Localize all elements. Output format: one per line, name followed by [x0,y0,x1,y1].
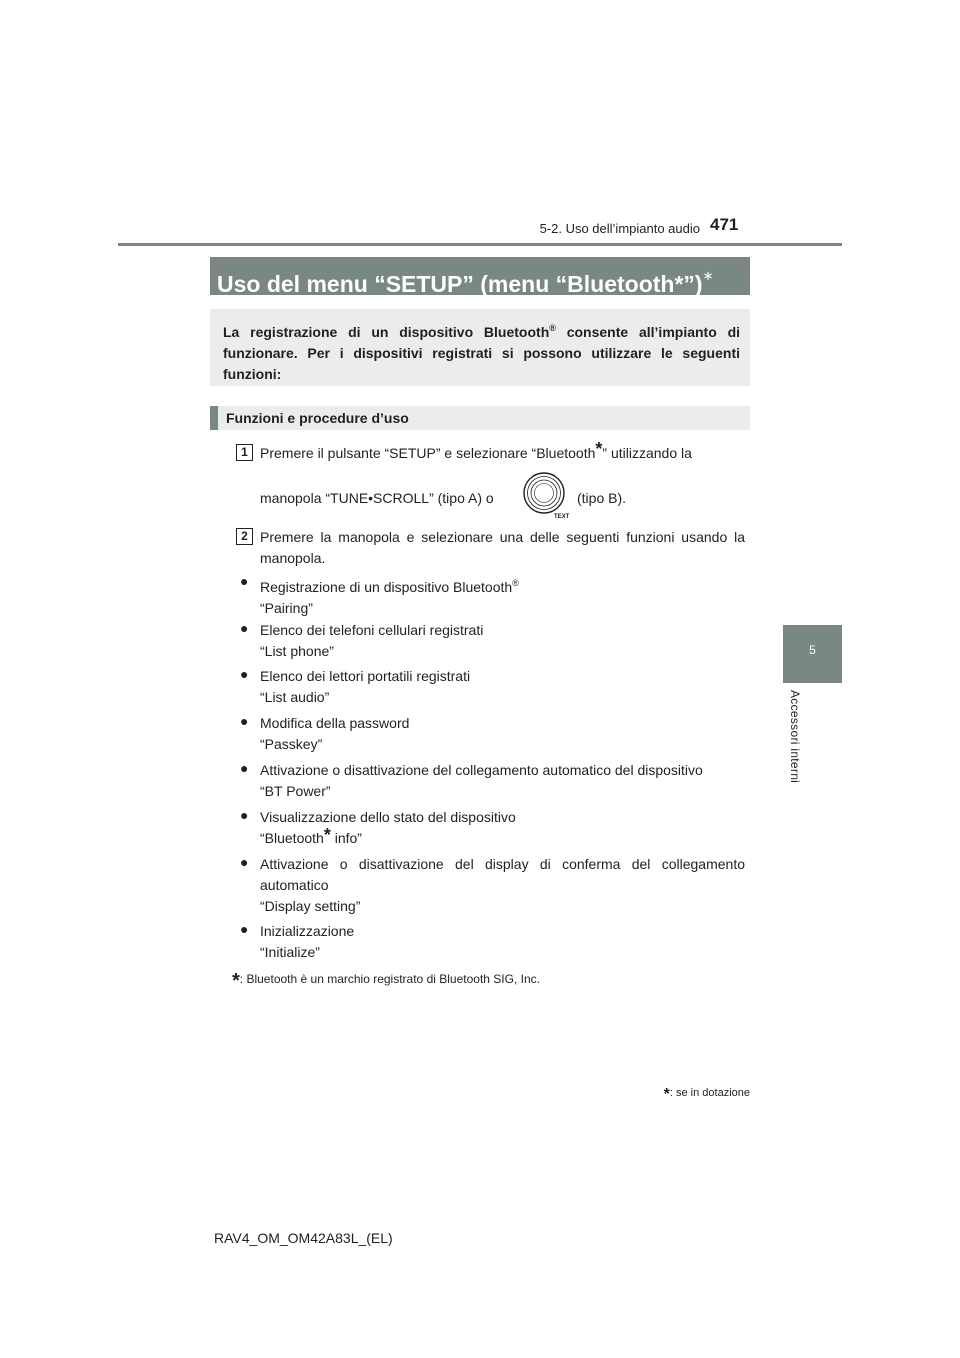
bullet-icon: ● [240,713,249,729]
footnote-optional-asterisk: * [663,1086,670,1103]
step-number-2: 2 [236,528,253,545]
item-option: “Bluetooth [260,830,324,846]
step-number-1: 1 [236,444,253,461]
footnote-optional-text: : se in dotazione [669,1087,750,1099]
knob-label: TEXT [554,514,570,520]
list-item [260,620,745,662]
item-asterisk: * [323,825,331,845]
item-desc: Registrazione di un dispositivo Bluetooth [260,579,513,595]
step-1-text [260,439,745,464]
step-2-text: Premere la manopola e selezionare una delle seguenti funzioni usando la manopola. [260,529,745,566]
header-section-title: 5-2. Uso dell’impianto audio [539,221,700,236]
header-divider [118,243,842,246]
item-option: “List phone” [260,643,334,659]
title-optional-mark: ∗ [702,268,714,283]
intro-box [210,309,750,386]
section-heading: Funzioni e procedure d’uso [210,406,750,430]
footer-manual-code: RAV4_OM_OM42A83L_(EL) [214,1230,393,1246]
list-item [260,760,745,802]
item-desc: Attivazione o disattivazione del display di conferma del collegamento automatico [260,856,745,893]
page-title [210,257,750,295]
page-title-text: Uso del menu “SETUP” (menu “Bluetooth*”) [217,271,703,297]
list-item [260,807,745,849]
item-desc: Elenco dei lettori portatili registrati [260,668,471,684]
footnote-bluetooth [232,970,540,993]
list-item [260,666,745,708]
item-option: “BT Power” [260,783,331,799]
list-item [260,854,745,917]
chapter-label: Accessori interni [788,690,802,784]
page-number: 471 [710,215,739,234]
item-desc: Modifica della password [260,715,410,731]
step-1-line-2-end: (tipo B). [577,490,627,506]
step-1-text-b: ” utilizzando la [602,445,692,461]
list-item [260,713,745,755]
footnote-bluetooth-text: : Bluetooth è un marchio registrato di Bluetooth SIG, Inc. [239,972,540,986]
item-option-end: info” [330,830,362,846]
item-registered-mark: ® [512,578,519,588]
bullet-icon: ● [240,854,249,870]
bullet-icon: ● [240,620,249,636]
step-1-line-2: manopola “TUNE•SCROLL” (tipo A) o [260,490,494,506]
footnote-optional [640,1086,750,1104]
item-option: “Pairing” [260,600,313,616]
step-1-asterisk: * [595,439,603,459]
item-option: “List audio” [260,689,330,705]
footnote-asterisk: * [232,970,240,992]
bullet-icon: ● [240,666,249,682]
step-1-text-a: Premere il pulsante “SETUP” e selezionare “Bluetooth [260,445,596,461]
intro-text-1: La registrazione di un dispositivo Bluetooth [223,324,550,340]
item-desc: Elenco dei telefoni cellulari registrati [260,622,484,638]
bullet-icon: ● [240,807,249,823]
item-desc: Attivazione o disattivazione del collegamento automatico del dispositivo [260,762,703,778]
tune-knob-icon [520,470,570,520]
bullet-icon: ● [240,921,249,937]
intro-registered-mark: ® [549,323,556,333]
item-desc: Visualizzazione dello stato del dispositivo [260,809,516,825]
item-desc: Inizializzazione [260,923,355,939]
chapter-tab: 5 [783,625,842,683]
item-option: “Display setting” [260,898,361,914]
bullet-icon: ● [240,760,249,776]
item-option: “Initialize” [260,944,320,960]
intro-text-2: consente all’impianto di funzionare. Per i dispositivi registrati si possono utilizzare le seguenti funzioni: [223,324,741,382]
bullet-icon: ● [240,573,249,589]
list-item [260,921,745,963]
list-item [260,573,745,619]
item-option: “Passkey” [260,736,323,752]
